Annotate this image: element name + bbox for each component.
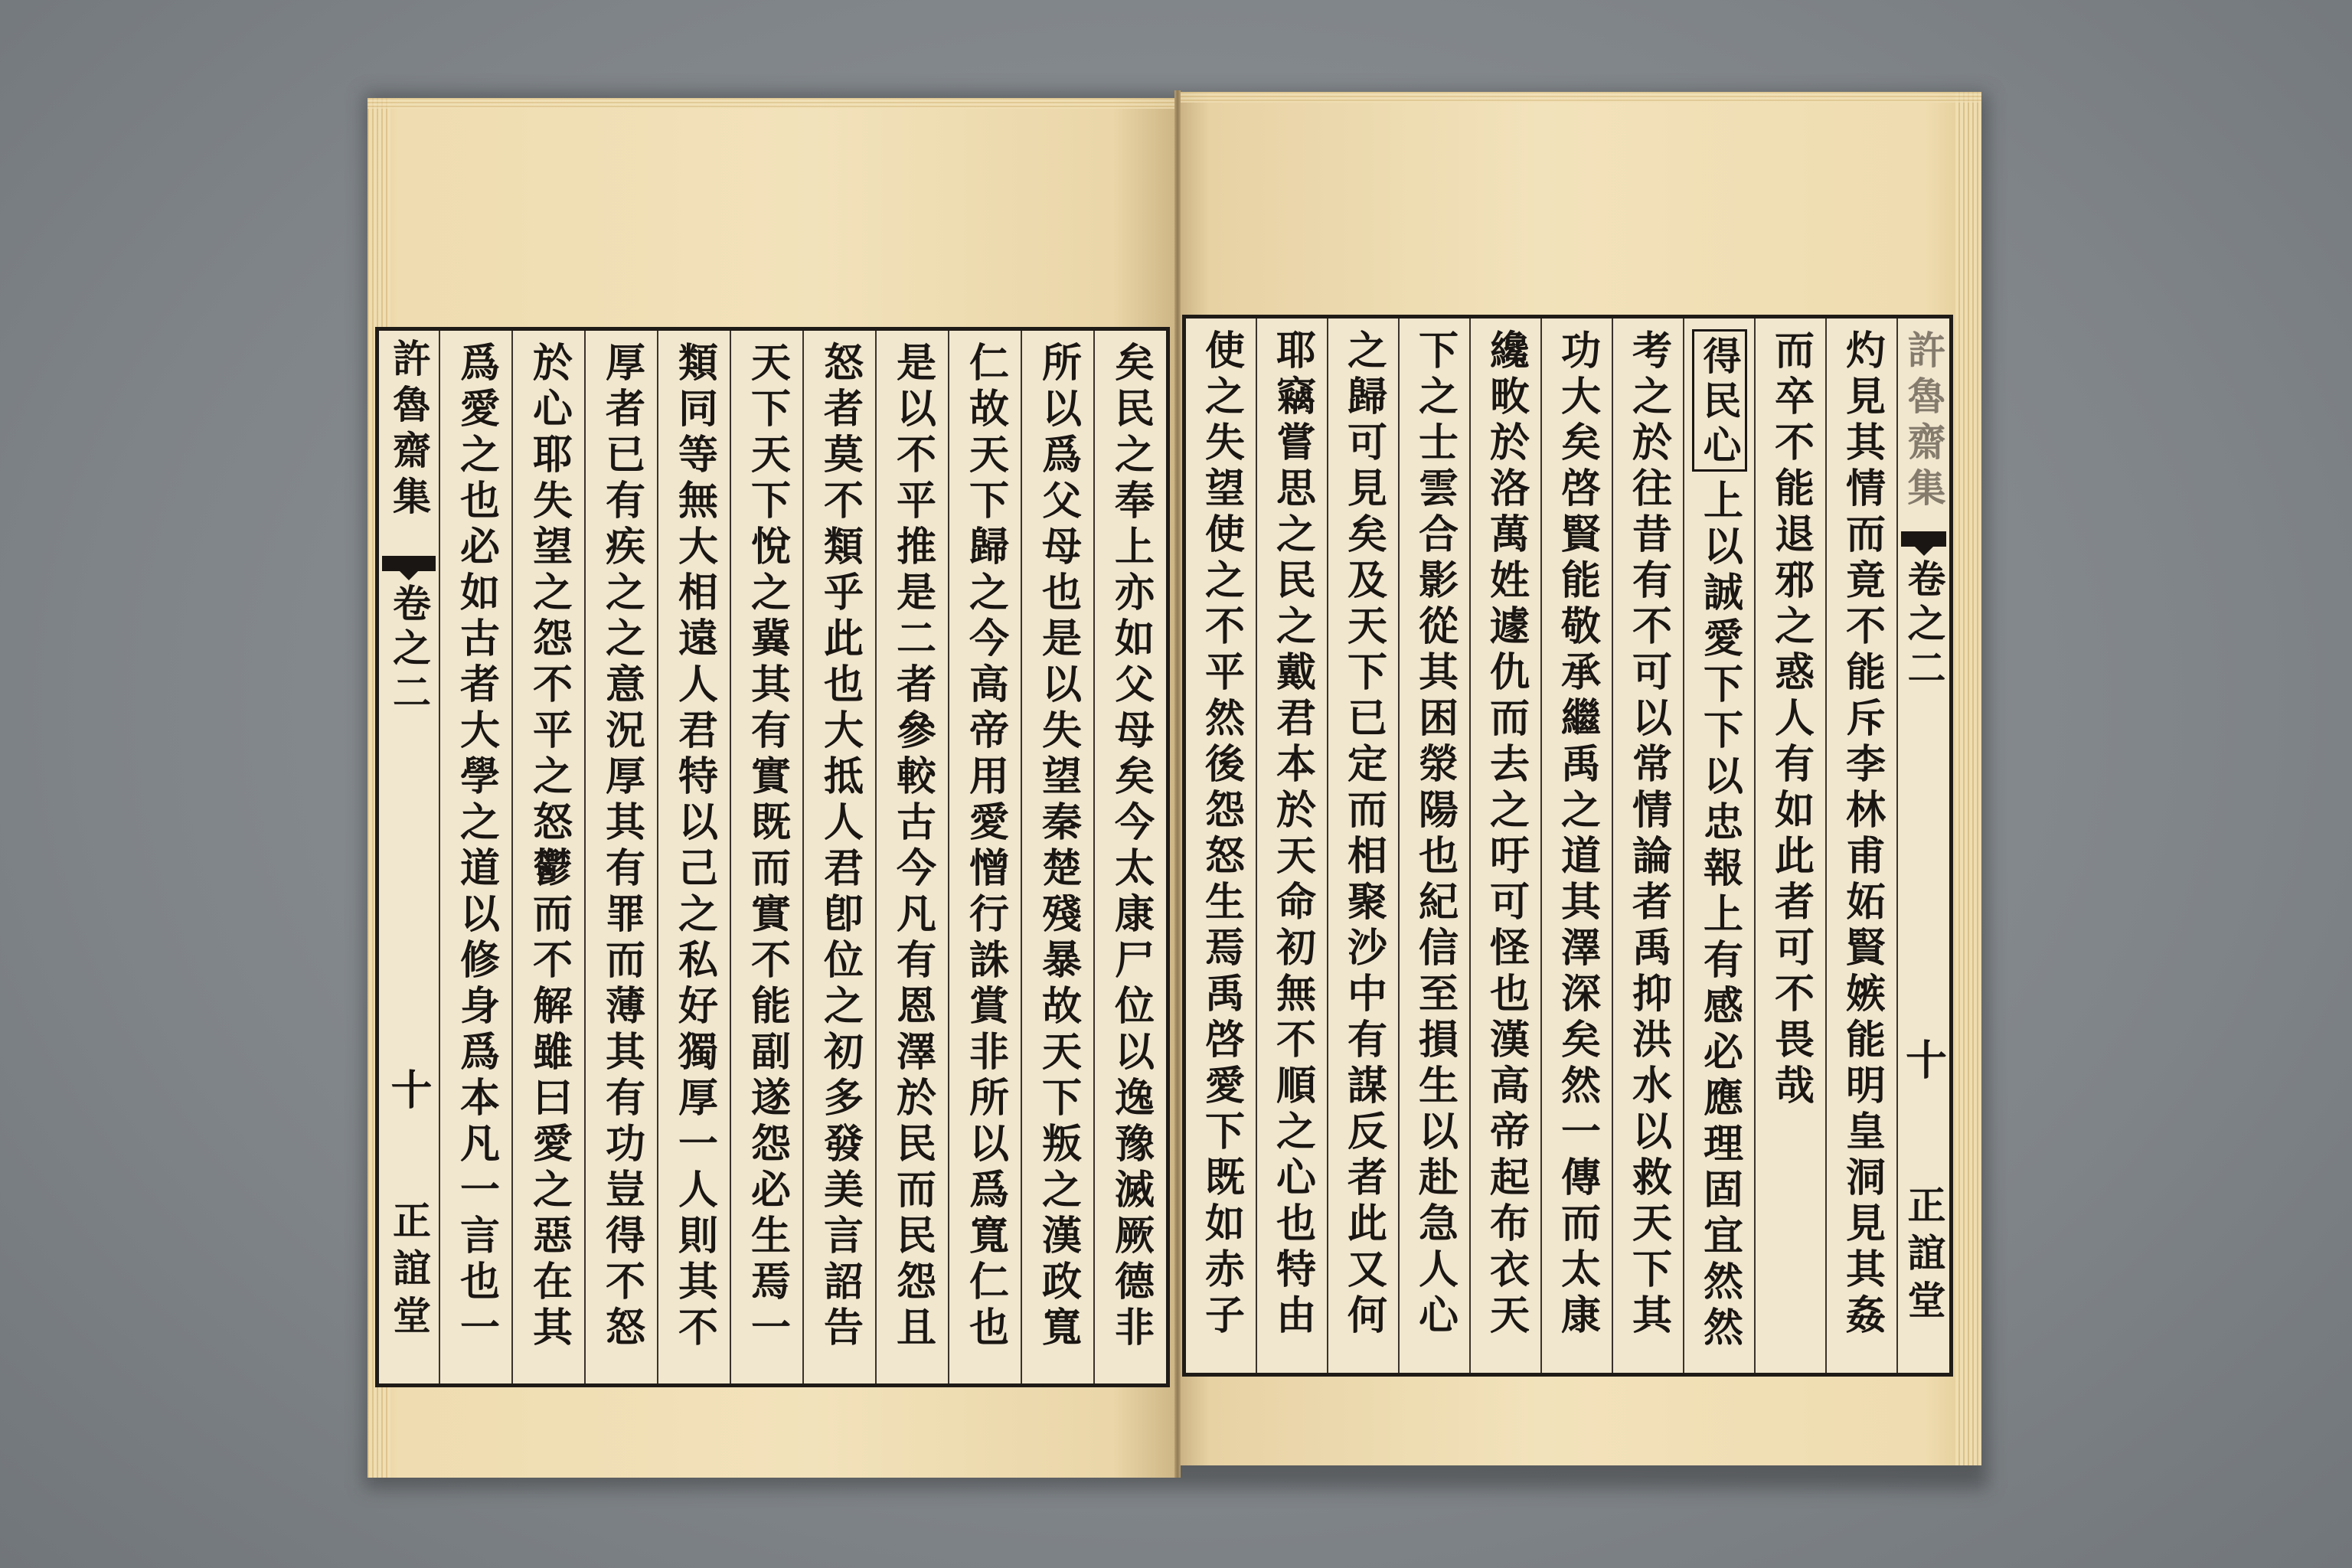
page-top-edge <box>368 98 1178 109</box>
text-column <box>1257 318 1328 1373</box>
text-column <box>1684 318 1756 1373</box>
column-text: 纔畋於洛萬姓遽仇而去之吁可怪也漢高帝起布衣天 <box>1482 329 1530 1340</box>
text-column <box>1613 318 1684 1373</box>
column-text: 考之於往昔有不可以常情論者禹抑洪水以救天下其 <box>1625 329 1672 1340</box>
column-text: 上以誠愛下下以忠報上有感必應理固宜然然 <box>1696 479 1743 1352</box>
column-text: 仁故天下歸之今高帝用愛憎行誅賞非所以爲寬仁也 <box>962 341 1009 1352</box>
column-text: 厚者已有疾之之意況厚其有罪而薄其有功豈得不怒 <box>598 341 645 1352</box>
column-text: 爲愛之也必如古者大學之道以修身爲本凡一言也一 <box>452 341 500 1352</box>
right-page <box>1178 92 1981 1465</box>
volume-label-text: 卷之二 <box>1901 559 1947 692</box>
left-page <box>368 98 1178 1478</box>
book-title-text: 許魯齋集 <box>387 338 432 522</box>
column-text: 怒者莫不類乎此也大抵人君卽位之初多發美言詔告 <box>816 341 864 1352</box>
publisher-label <box>1898 1185 1949 1328</box>
folio-number <box>1898 1038 1949 1080</box>
text-column <box>1471 318 1542 1373</box>
text-column <box>875 331 948 1383</box>
left-text-columns <box>439 331 1166 1383</box>
book-title <box>1898 330 1949 514</box>
text-column <box>584 331 657 1383</box>
book-title-text: 許魯齋集 <box>1901 330 1947 514</box>
book-title <box>379 338 439 522</box>
text-column <box>1756 318 1827 1373</box>
fishtail-mark <box>1901 531 1946 547</box>
text-column <box>948 331 1021 1383</box>
volume-label <box>379 583 439 717</box>
folio-number <box>379 1068 439 1109</box>
right-text-frame <box>1182 315 1953 1377</box>
text-column <box>1827 318 1898 1373</box>
publisher-label-text: 正誼堂 <box>1901 1185 1947 1328</box>
column-text: 之歸可見矣及天下已定而相聚沙中有謀反者此又何 <box>1340 329 1387 1340</box>
column-text: 耶竊嘗思之民之戴君本於天命初無不順之心也特由 <box>1269 329 1316 1340</box>
folio-number-text: 十 <box>1899 1038 1949 1080</box>
column-text: 類同等無大相遠人君特以己之私好獨厚一人則其不 <box>671 341 718 1352</box>
volume-label <box>1898 559 1949 692</box>
left-block-center-margin <box>379 331 439 1383</box>
column-text: 下之士雲合影從其困滎陽也紀信至損生以赴急人心 <box>1411 329 1459 1340</box>
publisher-label <box>379 1200 439 1343</box>
text-column <box>730 331 802 1383</box>
column-text: 矣民之奉上亦如父母矣今太康尸位以逸豫滅厥德非 <box>1107 341 1155 1352</box>
column-text: 灼見其情而竟不能斥李林甫妬賢嫉能明皇洞見其姦 <box>1838 329 1886 1340</box>
column-text: 天下天下悅之冀其有實既而實不能副遂怨必生焉一 <box>743 341 791 1352</box>
text-column <box>657 331 730 1383</box>
text-column <box>511 331 584 1383</box>
text-column <box>1328 318 1400 1373</box>
folio-number-text: 十 <box>384 1068 433 1109</box>
column-text: 於心耶失望之怨不平之怒鬱而不解雖曰愛之惡在其 <box>525 341 573 1352</box>
publisher-label-text: 正誼堂 <box>387 1200 432 1343</box>
column-text: 是以不平推是二者參較古今凡有恩澤於民而民怨且 <box>889 341 936 1352</box>
left-text-frame <box>375 327 1170 1387</box>
text-column <box>439 331 511 1383</box>
text-column <box>1093 331 1166 1383</box>
page-edge-stack <box>1955 92 1981 1465</box>
text-column <box>1021 331 1093 1383</box>
right-block-center-margin <box>1898 318 1949 1373</box>
section-heading: 得民心 <box>1692 329 1747 472</box>
text-column <box>1186 318 1257 1373</box>
text-column <box>1400 318 1471 1373</box>
column-text: 功大矣啓賢能敬承繼禹之道其澤深矣然一傳而太康 <box>1553 329 1601 1340</box>
right-text-columns <box>1186 318 1898 1373</box>
text-column <box>1542 318 1613 1373</box>
book-gutter <box>1174 90 1181 1478</box>
column-text: 使之失望使之不平然後怨怒生焉禹啓愛下既如赤子 <box>1197 329 1245 1340</box>
column-text: 所以爲父母也是以失望秦楚殘暴故天下叛之漢政寬 <box>1034 341 1082 1352</box>
fishtail-mark <box>382 556 436 571</box>
page-top-edge <box>1178 92 1981 103</box>
text-column <box>802 331 875 1383</box>
volume-label-text: 卷之二 <box>387 583 432 717</box>
column-text: 而卒不能退邪之惑人有如此者可不畏哉 <box>1767 329 1815 1110</box>
